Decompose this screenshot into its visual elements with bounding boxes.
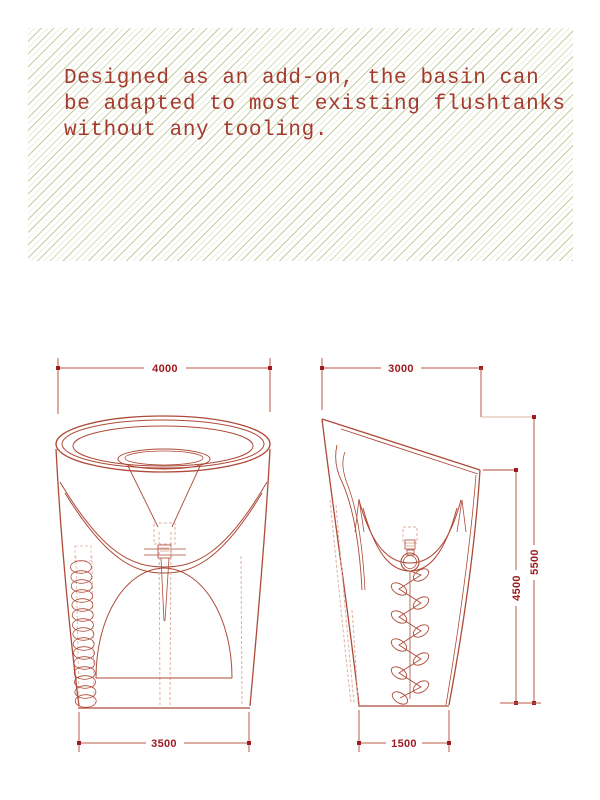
side-dim-height-inner-label: 4500 xyxy=(511,575,523,601)
side-dim-depth-top-label: 3000 xyxy=(388,363,414,375)
caption-line-3: without any tooling. xyxy=(64,119,329,142)
front-zipper-coil xyxy=(71,546,97,707)
side-zipper-lacing xyxy=(389,566,431,706)
side-dim-depth-top xyxy=(320,358,534,417)
front-swag-curves xyxy=(60,482,267,573)
front-dim-width-top xyxy=(56,358,272,414)
front-clasp xyxy=(144,523,186,706)
side-swag-curves xyxy=(355,499,466,571)
side-dim-height-outer-label: 5500 xyxy=(529,549,541,575)
front-rim xyxy=(56,416,270,472)
front-dim-width-top-label: 4000 xyxy=(152,363,178,375)
side-dim-height-inner xyxy=(483,468,541,705)
caption-line-2: be adapted to most existing flushtanks xyxy=(64,93,566,116)
caption-line-1: Designed as an add-on, the basin can xyxy=(64,67,540,90)
side-zipper-pull xyxy=(401,527,419,571)
front-dim-width-bottom-label: 3500 xyxy=(151,738,177,750)
side-dim-height-outer xyxy=(529,415,541,705)
front-inner-dish xyxy=(118,449,210,527)
front-view xyxy=(56,358,272,752)
front-arch xyxy=(96,568,232,678)
side-dim-depth-bottom xyxy=(357,710,451,752)
side-view xyxy=(320,358,541,752)
side-dim-depth-bottom-label: 1500 xyxy=(391,738,417,750)
front-dim-width-bottom xyxy=(77,712,251,752)
